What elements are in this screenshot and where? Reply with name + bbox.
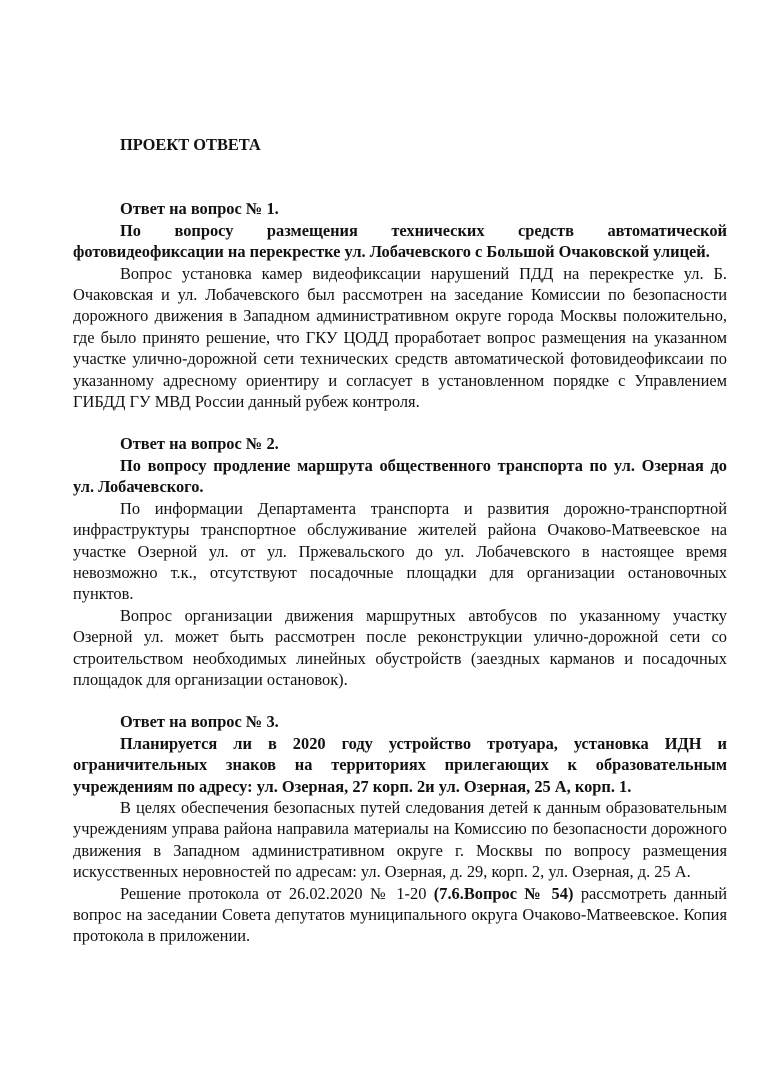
decision-reference: (7.6.Вопрос № 54) [433, 883, 574, 903]
answer-paragraph: Вопрос организации движения маршрутных автобусов по указанному участку Озерной ул. может быть рассмотрен после реконструкции улично-дорожной сети со строительством необходимых линейных обустройств (заездных карманов и посадочных площадок для организации остановок). [73, 605, 727, 689]
spacer [73, 412, 727, 433]
answer-heading: Ответ на вопрос № 2. [120, 434, 279, 454]
question-text: По вопросу продление маршрута общественного транспорта по ул. Озерная до ул. Лобачевского. [73, 455, 727, 497]
answer-paragraph: В целях обеспечения безопасных путей следования детей к данным образовательным учреждениям управа района направила материалы на Комиссию по безопасности дорожного движения в Западном административном округе г. Москвы по вопросу размещения искусственных неровностей по адресам: ул. Озерная, д. 29, корп. 2, ул. Озерная, д. 25 А. [73, 797, 727, 882]
answer-paragraph: Вопрос установка камер видеофиксации нарушений ПДД на перекрестке ул. Б. Очаковская и ул. Лобачевского был рассмотрен на заседание Комиссии по безопасности дорожного движения в Западном административном округе города Москвы положительно, где было принято решение, что ГКУ ЦОДД проработает вопрос размещения на указанном участке улично-дорожной сети технических средств автоматической фотовидеофиксаии по указанному адресному ориентиру и согласует в установленном порядке с Управлением ГИБДД ГУ МВД России данный рубеж контроля. [73, 263, 727, 412]
answer-section-3 [73, 711, 727, 946]
answer-section-1 [73, 198, 727, 412]
question-text: Планируется ли в 2020 году устройство тротуара, установка ИДН и ограничительных знаков на территориях прилегающих к образовательным учреждениям по адресу: ул. Озерная, 27 корп. 2и ул. Озерная, 25 А, корп. 1. [73, 733, 727, 796]
answer-section-2 [73, 433, 727, 690]
decision-text-before: Решение протокола от 26.02.2020 № 1-20 [120, 883, 434, 903]
question-text: По вопросу размещения технических средств автоматической фотовидеофиксации на перекрестке ул. Лобачевского с Большой Очаковской улицей. [73, 220, 727, 262]
answer-heading: Ответ на вопрос № 1. [120, 199, 279, 219]
decision-paragraph [73, 883, 727, 947]
answer-heading: Ответ на вопрос № 3. [120, 712, 279, 732]
document-page [73, 134, 727, 947]
spacer [73, 690, 727, 711]
document-title: ПРОЕКТ ОТВЕТА [120, 135, 261, 154]
answer-paragraph: По информации Департамента транспорта и развития дорожно-транспортной инфраструктуры транспортное обслуживание жителей района Очаково-Матвеевское на участке Озерной ул. от ул. Пржевальского до ул. Лобачевского в настоящее время невозможно т.к., отсутствуют посадочные площадки для организации остановочных пунктов. [73, 498, 727, 604]
decision-text-after: рассмотреть данный вопрос на заседании Совета депутатов муниципального округа Очаково-Матвеевское. Копия протокола в приложении. [73, 883, 727, 946]
spacer [73, 155, 727, 198]
